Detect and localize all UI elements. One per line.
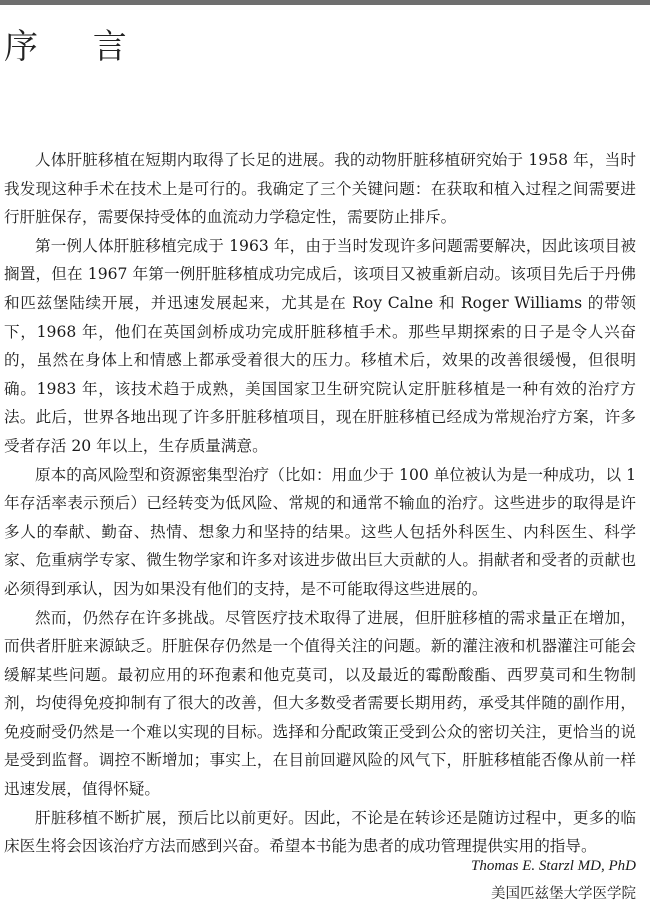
paragraph-2: 第一例人体肝脏移植完成于 1963 年，由于当时发现许多问题需要解决，因此该项目被搁置，但在 1967 年第一例肝脏移植成功完成后，该项目又被重新启动。该项目先后于丹佛和匹兹堡陆续开展，并迅速发展起来，尤其是在 Roy Calne 和 Roger Williams 的带领下，1968 年，他们在英国剑桥成功完成肝脏移植手术。那些早期探索的日子是令人兴奋的，虽然在身体上和情感上都承受着很大的压力。移植术后，效果的改善很缓慢，但很明确。1983 年，该技术趋于成熟，美国国家卫生研究院认定肝脏移植是一种有效的治疗方法。此后，世界各地出现了许多肝脏移植项目，现在肝脏移植已经成为常规治疗方案，许多受者存活 20 年以上，生存质量满意。: [4, 236, 636, 455]
paragraph-1: 人体肝脏移植在短期内取得了长足的进展。我的动物肝脏移植研究始于 1958 年，当时我发现这种手术在技术上是可行的。我确定了三个关键问题：在获取和植入过程之间需要进行肝脏保存，需要保持受体的血流动力学稳定性，需要防止排斥。: [4, 151, 636, 227]
top-rule: [0, 0, 650, 5]
page-title: 序 言: [4, 27, 149, 67]
author-affiliation: 美国匹兹堡大学医学院: [491, 886, 636, 902]
paragraph-3: 原本的高风险型和资源密集型治疗（比如：用血少于 100 单位被认为是一种成功，以 1 年存活率表示预后）已经转变为低风险、常规的和通常不输血的治疗。这些进步的取得是许多人的奉献、勤奋、热情、想象力和坚持的结果。这些人包括外科医生、内科医生、科学家、危重病学专家、微生物学家和许多对该进步做出巨大贡献的人。捐献者和受者的贡献也必须得到承认，因为如果没有他们的支持，是不可能取得这些进展的。: [4, 465, 636, 598]
paragraph-5: 肝脏移植不断扩展，预后比以前更好。因此，不论是在转诊还是随访过程中，更多的临床医生将会因该治疗方法而感到兴奋。希望本书能为患者的成功管理提供实用的指导。: [4, 808, 636, 856]
author-name: Thomas E. Starzl MD, PhD: [470, 858, 636, 874]
paragraph-4: 然而，仍然存在许多挑战。尽管医疗技术取得了进展，但肝脏移植的需求量正在增加，而供者肝脏来源缺乏。肝脏保存仍然是一个值得关注的问题。新的灌注液和机器灌注可能会缓解某些问题。最初应用的环孢素和他克莫司，以及最近的霉酚酸酯、西罗莫司和生物制剂，均使得免疫抑制有了很大的改善，但大多数受者需要长期用药，承受其伴随的副作用，免疫耐受仍然是一个难以实现的目标。选择和分配政策正受到公众的密切关注，更恰当的说是受到监督。调控不断增加；事实上，在目前回避风险的风气下，肝脏移植能否像从前一样迅速发展，值得怀疑。: [4, 608, 636, 799]
preface-body: [4, 146, 636, 861]
signature-block: [471, 856, 636, 904]
